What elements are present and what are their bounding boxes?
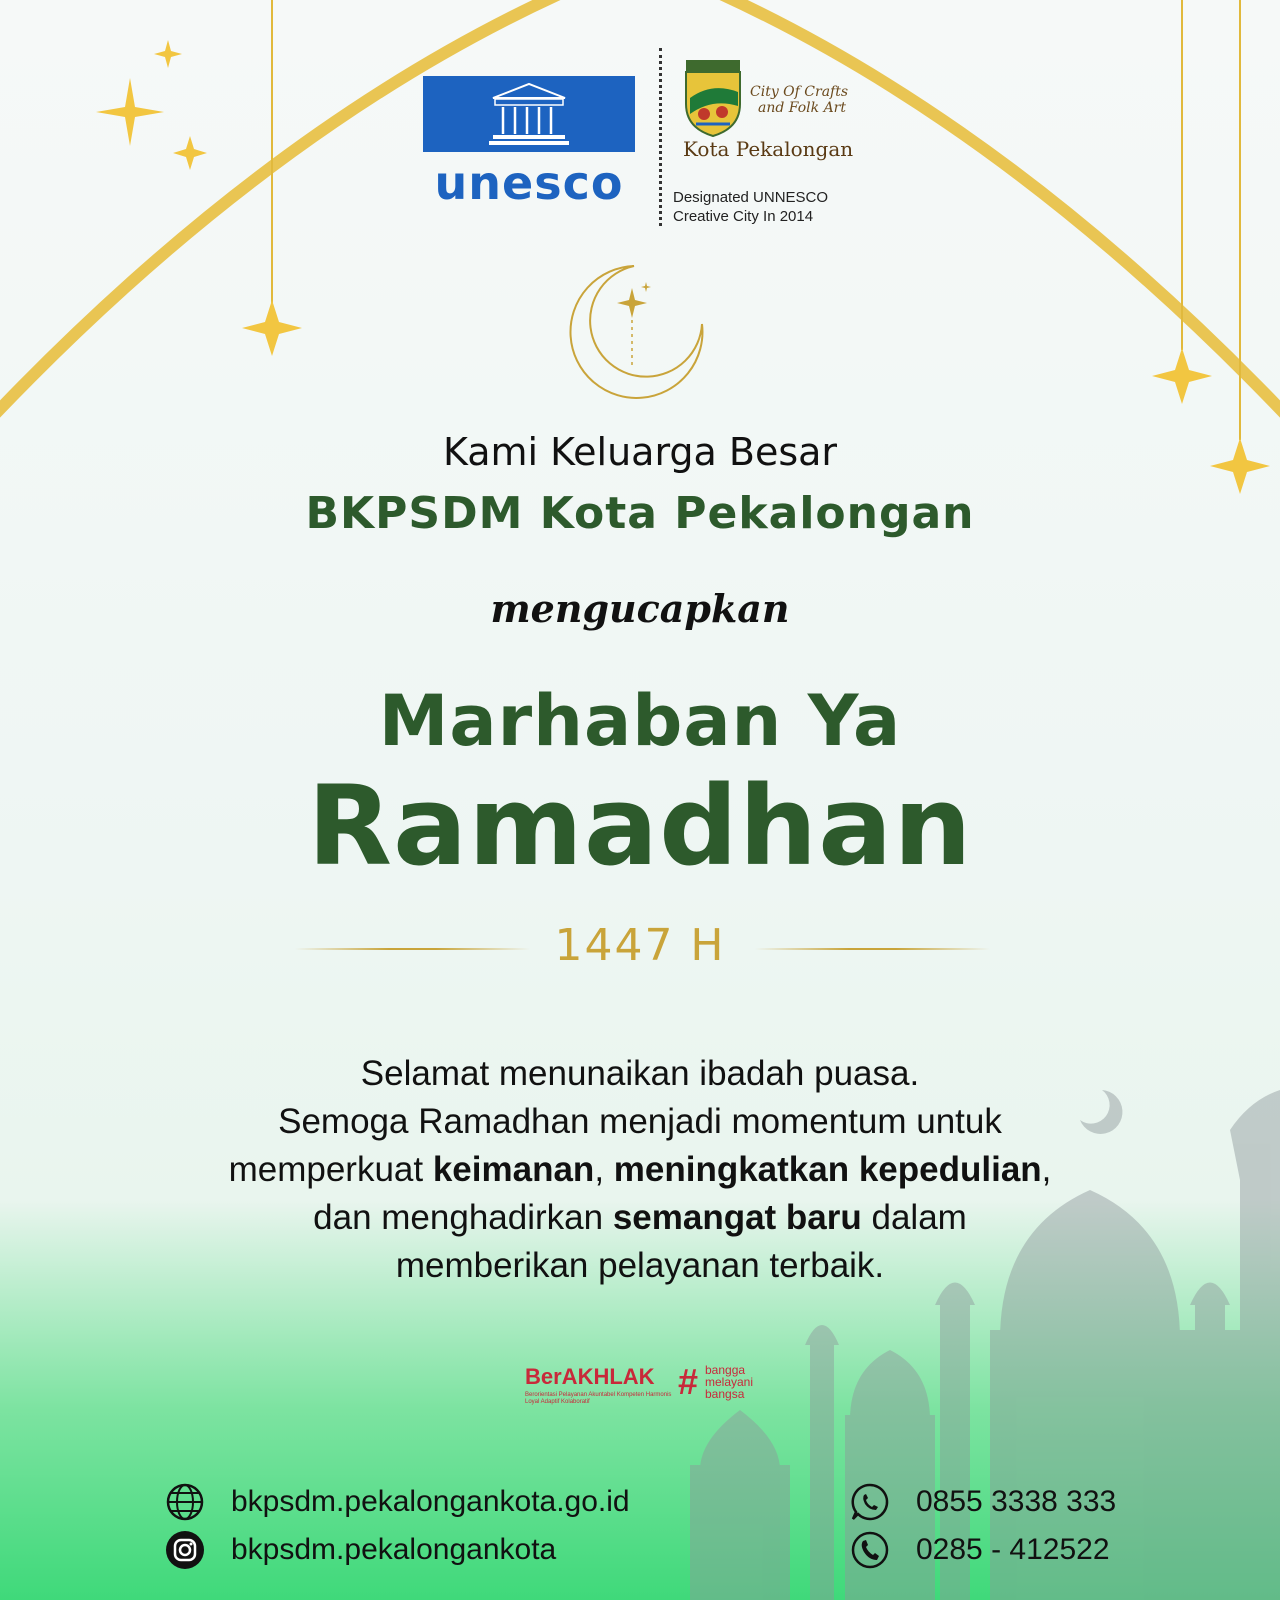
title-line1: Marhaban Ya <box>378 680 902 762</box>
designated-line1: Designated UNNESCO <box>673 189 829 206</box>
whatsapp-text[interactable]: 0855 3338 333 <box>916 1485 1117 1518</box>
emphasis-kepedulian: meningkatkan kepedulian <box>613 1150 1042 1189</box>
contact-phone[interactable] <box>850 1530 1110 1570</box>
star-icon <box>242 300 302 356</box>
emphasis-semangat: semangat baru <box>612 1198 862 1237</box>
berakhlak-subtitle: Berorientasi Pelayanan Akuntabel Kompeten Harmonis Loyal Adaptif Kolaboratif <box>525 1392 672 1405</box>
phone-icon <box>850 1530 890 1570</box>
city-tagline-line2: and Folk Art <box>758 100 846 116</box>
contact-website[interactable] <box>165 1482 630 1522</box>
greeting-script: mengucapkan <box>490 586 790 631</box>
designated-line2: Creative City In 2014 <box>673 208 814 225</box>
berakhlak-logo <box>525 1362 765 1412</box>
greeting-message <box>0 1050 1280 1290</box>
temple-icon <box>423 76 635 152</box>
berakhlak-wordmark: BerAKHLAK <box>525 1364 655 1389</box>
message-line: Semoga Ramadhan menjadi momentum untuk <box>278 1102 1002 1141</box>
globe-icon <box>165 1482 205 1522</box>
unesco-banner <box>423 76 635 152</box>
instagram-icon <box>165 1530 205 1570</box>
title-line2: Ramadhan <box>307 762 973 890</box>
star-icon <box>1152 348 1212 404</box>
sparkle-icon <box>96 40 207 170</box>
whatsapp-icon <box>850 1482 890 1522</box>
city-emblem-icon <box>682 58 744 138</box>
message-line: memperkuat keimanan, meningkatkan kepedulian, <box>228 1150 1052 1189</box>
designated-note <box>673 188 828 226</box>
logo-divider <box>659 48 662 226</box>
contact-whatsapp[interactable] <box>850 1482 1116 1522</box>
city-name: Kota Pekalongan <box>683 137 854 161</box>
message-line: memberikan pelayanan terbaik. <box>395 1246 885 1285</box>
unesco-wordmark: unesco <box>434 156 624 210</box>
instagram-text[interactable]: bkpsdm.pekalongankota <box>231 1533 557 1566</box>
phone-text[interactable]: 0285 - 412522 <box>916 1533 1110 1566</box>
gold-divider-right <box>755 948 990 950</box>
emphasis-keimanan: keimanan <box>432 1150 595 1189</box>
intro-text: Kami Keluarga Besar <box>442 430 838 474</box>
organization-name: BKPSDM Kota Pekalongan <box>305 488 975 539</box>
city-tagline-line1: City Of Crafts <box>750 84 849 100</box>
message-line: Selamat menunaikan ibadah puasa. <box>360 1054 920 1093</box>
hashtag-mark: # <box>678 1361 699 1402</box>
crescent-moon-icon <box>560 258 720 408</box>
city-tagline <box>750 84 848 116</box>
bangga-melayani: bangga melayani bangsa <box>705 1363 754 1401</box>
contact-instagram[interactable] <box>165 1530 556 1570</box>
website-text[interactable]: bkpsdm.pekalongankota.go.id <box>231 1485 630 1518</box>
hijri-year: 1447 H <box>554 920 726 971</box>
unesco-logo <box>423 76 635 208</box>
message-line: dan menghadirkan semangat baru dalam <box>313 1198 967 1237</box>
